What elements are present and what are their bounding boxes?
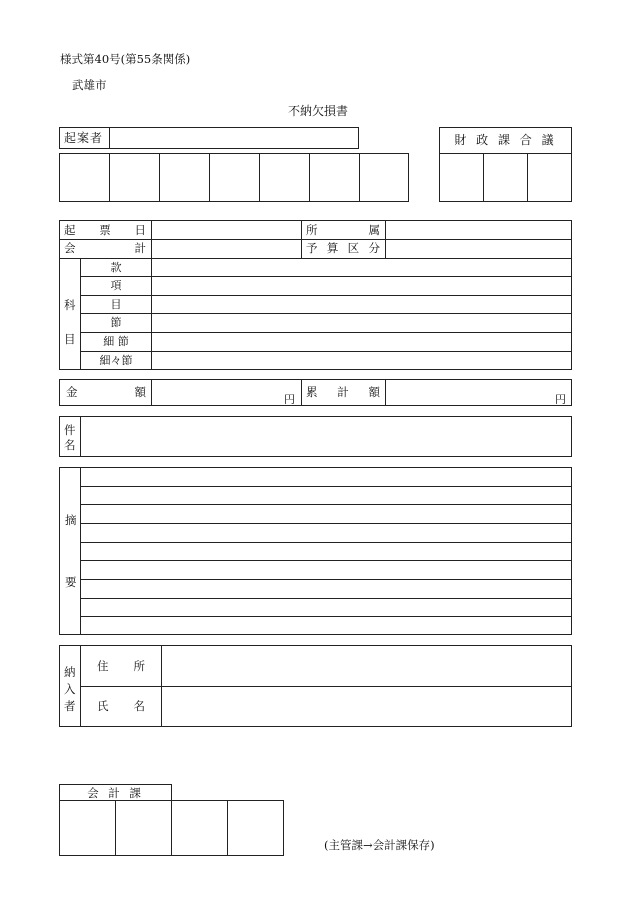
subject-row-saisetsu: 細 節 [103,335,129,348]
case-name-label: 件名 [64,423,76,452]
budget-class-label: 予 算 区 分 [306,241,380,255]
subject-row-kan: 款 [110,261,122,274]
affiliation-label: 所 属 [306,223,380,237]
amount-yen-unit: 円 [284,393,295,406]
summary-label-top: 摘 [65,513,77,527]
form-number: 様式第40号(第55条関係) [60,52,191,66]
finance-consult-label: 財 政 課 合 議 [454,133,557,147]
accounting-section-label: 会 計 課 [87,786,144,800]
subject-label: 科目 [64,298,76,346]
drafter-label: 起案者 [64,131,104,145]
subject-row-moku: 目 [110,298,122,311]
subject-row-saisaisetsu: 細々節 [99,354,133,367]
document-title: 不納欠損書 [288,104,349,118]
accounting-label: 会 計 [64,241,146,255]
cumulative-label: 累 計 額 [306,385,380,399]
payer-address-field[interactable] [162,646,571,686]
city-name: 武雄市 [72,78,107,92]
cumulative-yen-unit: 円 [555,393,566,406]
drafter-field[interactable] [59,127,359,149]
amount-label: 金 額 [66,385,146,399]
payer-name-field[interactable] [162,687,571,726]
payer-name-label: 氏 名 [97,699,145,713]
case-name-row[interactable] [59,416,572,457]
summary-box[interactable] [59,467,572,635]
issue-date-label: 起 票 日 [64,223,146,237]
approval-seal-row [59,153,409,202]
payer-address-label: 住 所 [97,659,145,673]
payer-label: 納入者 [64,665,76,713]
subject-row-kou: 項 [110,279,122,292]
storage-note: (主管課→会計課保存) [324,838,435,852]
subject-row-setsu: 節 [110,316,122,329]
summary-label-bottom: 要 [65,575,77,589]
